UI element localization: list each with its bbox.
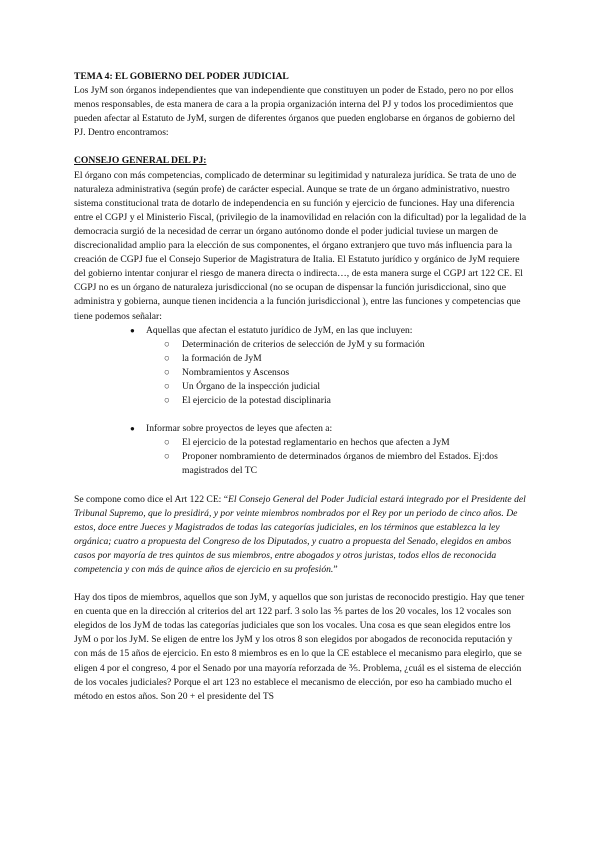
sub-list xyxy=(146,436,528,478)
document-page xyxy=(74,70,528,704)
circle-bullet-icon: ○ xyxy=(164,352,170,364)
spacer xyxy=(74,577,528,591)
circle-bullet-icon: ○ xyxy=(164,395,170,407)
spacer xyxy=(74,479,528,493)
intro-paragraph: Los JyM son órganos independientes que van independiente que constituyen un poder de Estado, pero no por ellos menos responsables, de esta manera de cara a la propia organización interna del PJ y todos los procedimientos que pueden afectar al Estatuto de JyM, surgen de diferentes órganos que pueden englobarse en órganos de gobierno del PJ. Dentro encontramos: xyxy=(74,85,516,139)
spacer xyxy=(74,140,528,154)
sub-list-item xyxy=(146,436,528,450)
sub-list-item xyxy=(146,338,528,352)
circle-bullet-icon: ○ xyxy=(164,380,170,392)
sub-item-text: Determinación de criterios de selección de JyM y su formación xyxy=(182,338,425,350)
sub-list-item xyxy=(146,352,528,366)
quoted-article: El Consejo General del Poder Judicial estará integrado por el Presidente del Tribunal Supremo, que lo presidirá, y por veinte miembros nombrados por el Rey por un periodo de cinco años. De estos, doce entre Jueces y Magistrados de todas las categorías judiciales, en los términos que establezca la ley orgánica; cuatro a propuesta del Congreso de los Diputados, y cuatro a propuesta del Senado, elegidos en ambos casos por mayoría de tres quintos de sus miembros, entre abogados y otros juristas, todos ellos de reconocida competencia y con más de quince años de ejercicio en su profesión. xyxy=(74,493,526,575)
paragraph-3: Hay dos tipos de miembros, aquellos que son JyM, y aquellos que son juristas de reconocido prestigio. Hay que tener en cuenta que en la dirección al criterios del art 122 parf. 3 solo las ⅗ partes de los 20 vocales, los 12 vocales son elegidos de los JyM de todas las categorías judiciales que son los vocales. Una cosa es que sean elegidos entre los JyM o por los JyM. Se eligen de entre los JyM y los otros 8 son elegidos por abogados de reconocida reputación y con más de 15 años de ejercicio. En esto 8 miembros es en lo que la CE establece el mecanismo para elegirlo, que se eligen 4 por el congreso, 4 por el Senado por una mayoría reforzada de ⅗. Problema, ¿cuál es el sistema de elección de los vocales judiciales? Porque el art 123 no establece el mecanismo de elección, por eso ha cambiado mucho el método en estos años. Son 20 + el presidente del TS xyxy=(74,592,525,702)
sub-item-text: la formación de JyM xyxy=(182,352,262,364)
sub-item-text: Proponer nombramiento de determinados órganos de miembro del Estados. Ej:dos magistrados del TC xyxy=(182,451,498,477)
sub-list-item xyxy=(146,394,528,408)
list-item-label: Informar sobre proyectos de leyes que afecten a: xyxy=(146,423,333,435)
sub-item-text: El ejercicio de la potestad disciplinaria xyxy=(182,395,331,407)
competencies-list xyxy=(74,324,528,479)
list-item xyxy=(74,422,528,478)
paragraph-1: El órgano con más competencias, complicado de determinar su legitimidad y naturaleza jurídica. Se trata de uno de naturaleza administrativa (según profe) de carácter especial. Aunque se trate de un órgano administrativo, nuestro sistema constitucional trata de dotarlo de independencia en su función y ejercicio de funciones. Hay una diferencia entre el CGPJ y el Ministerio Fiscal, (privilegio de la inamovilidad en relación con la dificultad) por la legalidad de la democracia surgió de la necesidad de cerrar un órgano autónomo donde el poder judicial tuviese un margen de discrecionalidad amplio para la elección de sus componentes, el órgano extranjero que tuvo más influencia para la creación de CGPJ fue el Consejo Superior de Magistratura de Italia. El Estatuto jurídico y orgánico de JyM requiere del gobierno intentar conjurar el riesgo de manera directa o indirecta…, de esta manera surge el CGPJ art 122 CE. El CGPJ no es un órgano de naturaleza jurisdiccional (no se ocupan de dispensar la función jurisdiccional, sino que administra y gobierna, aunque tienen incidencia a la función jurisdiccional ), entre las funciones y competencias que tiene podemos señalar: xyxy=(74,169,527,322)
sub-list-item xyxy=(146,380,528,394)
sub-item-text: El ejercicio de la potestad reglamentario en hechos que afecten a JyM xyxy=(182,437,450,449)
sub-item-text: Nombramientos y Ascensos xyxy=(182,366,290,378)
list-item-label: Aquellas que afectan el estatuto jurídico de JyM, en las que incluyen: xyxy=(146,324,413,336)
sub-list-item xyxy=(146,450,528,478)
sub-item-text: Un Órgano de la inspección judicial xyxy=(182,380,321,392)
list-item xyxy=(74,324,528,409)
circle-bullet-icon: ○ xyxy=(164,366,170,378)
bullet-icon: ● xyxy=(130,424,135,434)
quote-close: ” xyxy=(333,564,338,575)
section-heading: CONSEJO GENERAL DEL PJ: xyxy=(74,155,207,167)
sub-list xyxy=(146,338,528,408)
bullet-icon: ● xyxy=(130,325,135,335)
sub-list-item xyxy=(146,366,528,380)
quote-intro: Se compone como dice el Art 122 CE: “ xyxy=(74,493,228,505)
paragraph-2 xyxy=(74,493,528,578)
circle-bullet-icon: ○ xyxy=(164,451,170,463)
circle-bullet-icon: ○ xyxy=(164,437,170,449)
list-spacer xyxy=(74,408,528,422)
page-title: TEMA 4: EL GOBIERNO DEL PODER JUDICIAL xyxy=(74,71,289,82)
circle-bullet-icon: ○ xyxy=(164,338,170,350)
